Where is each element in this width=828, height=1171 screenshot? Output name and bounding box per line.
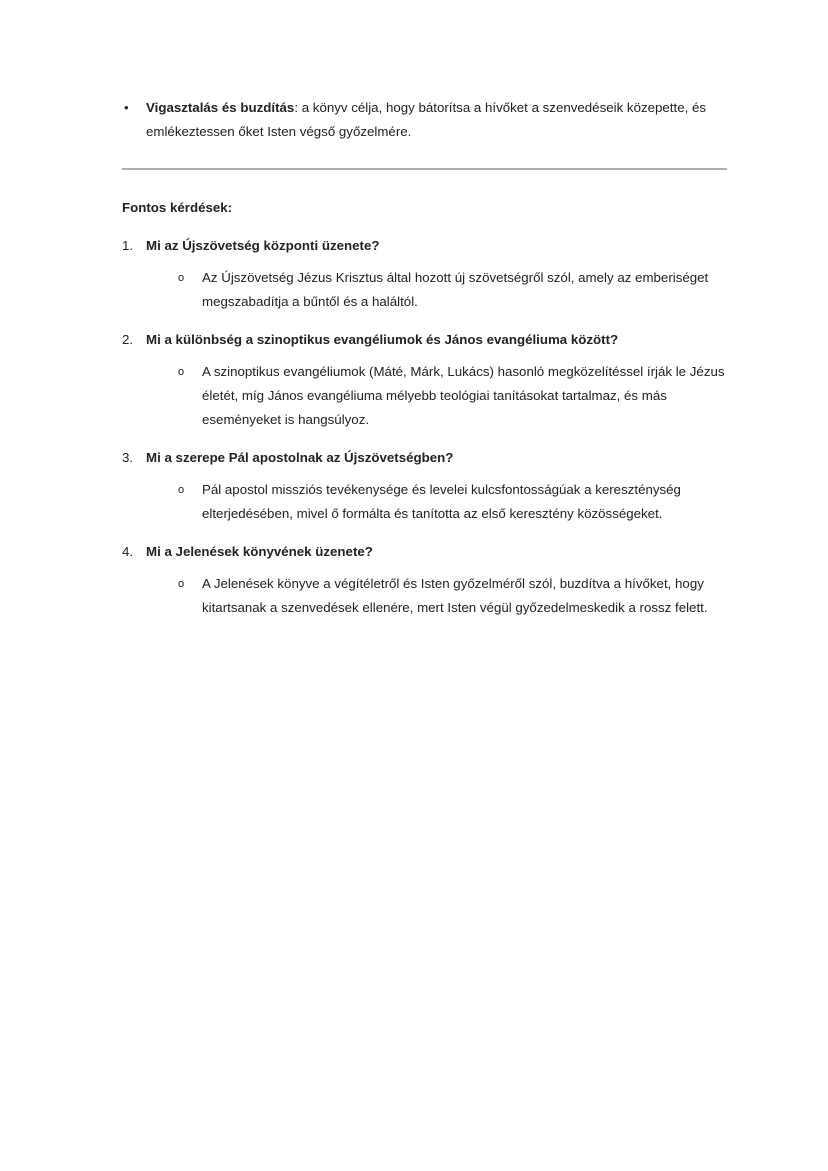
list-item bbox=[122, 328, 736, 432]
question-text: Mi a Jelenések könyvének üzenete? bbox=[146, 544, 373, 559]
question-text: Mi az Újszövetség központi üzenete? bbox=[146, 238, 380, 253]
circle-bullet-icon: o bbox=[178, 578, 185, 590]
answer-block bbox=[178, 266, 736, 314]
answer-block bbox=[178, 360, 736, 432]
circle-bullet-icon: o bbox=[178, 366, 185, 378]
question-heading bbox=[122, 328, 736, 352]
question-number: 2. bbox=[122, 332, 134, 347]
question-heading bbox=[122, 540, 736, 564]
answer-text: A Jelenések könyve a végítéletről és Isten győzelméről szól, buzdítva a hívőket, hogy kitartsanak a szenvedések ellenére, mert Isten végül győzedelmeskedik a rossz felett. bbox=[202, 576, 708, 615]
question-number: 1. bbox=[122, 238, 134, 253]
list-item bbox=[122, 96, 736, 144]
list-item bbox=[122, 540, 736, 620]
question-number: 4. bbox=[122, 544, 134, 559]
bullet-body-text: : a könyv célja, hogy bátorítsa a hívőket a szenvedéseik közepette, és emlékeztessen őket Isten végső győzelmére. bbox=[146, 100, 707, 139]
summary-bullet-list bbox=[122, 96, 736, 144]
answer-block bbox=[178, 478, 736, 526]
section-heading: Fontos kérdések: bbox=[122, 200, 233, 215]
answer-text: Pál apostol missziós tevékenysége és levelei kulcsfontosságúak a kereszténység elterjedésében, mivel ő formálta és tanította az első keresztény közösségeket. bbox=[202, 482, 681, 521]
answer-text: A szinoptikus evangéliumok (Máté, Márk, Lukács) hasonló megközelítéssel írják le Jézus életét, míg János evangéliuma mélyebb teológiai tanításokat tartalmaz, és más eseményeket is hangsúlyoz. bbox=[202, 364, 725, 427]
question-number: 3. bbox=[122, 450, 134, 465]
question-text: Mi a szerepe Pál apostolnak az Újszövetségben? bbox=[146, 450, 454, 465]
section-divider bbox=[122, 168, 727, 170]
answer-block bbox=[178, 572, 736, 620]
circle-bullet-icon: o bbox=[178, 272, 185, 284]
questions-list bbox=[122, 234, 736, 620]
list-item bbox=[122, 446, 736, 526]
question-heading bbox=[122, 446, 736, 470]
document-content bbox=[122, 96, 736, 620]
answer-text: Az Újszövetség Jézus Krisztus által hozott új szövetségről szól, amely az emberiséget megszabadítja a bűntől és a haláltól. bbox=[202, 270, 709, 309]
bullet-lead-text: Vigasztalás és buzdítás bbox=[146, 100, 295, 115]
bullet-dot-icon: • bbox=[124, 100, 129, 115]
question-text: Mi a különbség a szinoptikus evangéliumok és János evangéliuma között? bbox=[146, 332, 619, 347]
circle-bullet-icon: o bbox=[178, 484, 185, 496]
list-item bbox=[122, 234, 736, 314]
question-heading bbox=[122, 234, 736, 258]
